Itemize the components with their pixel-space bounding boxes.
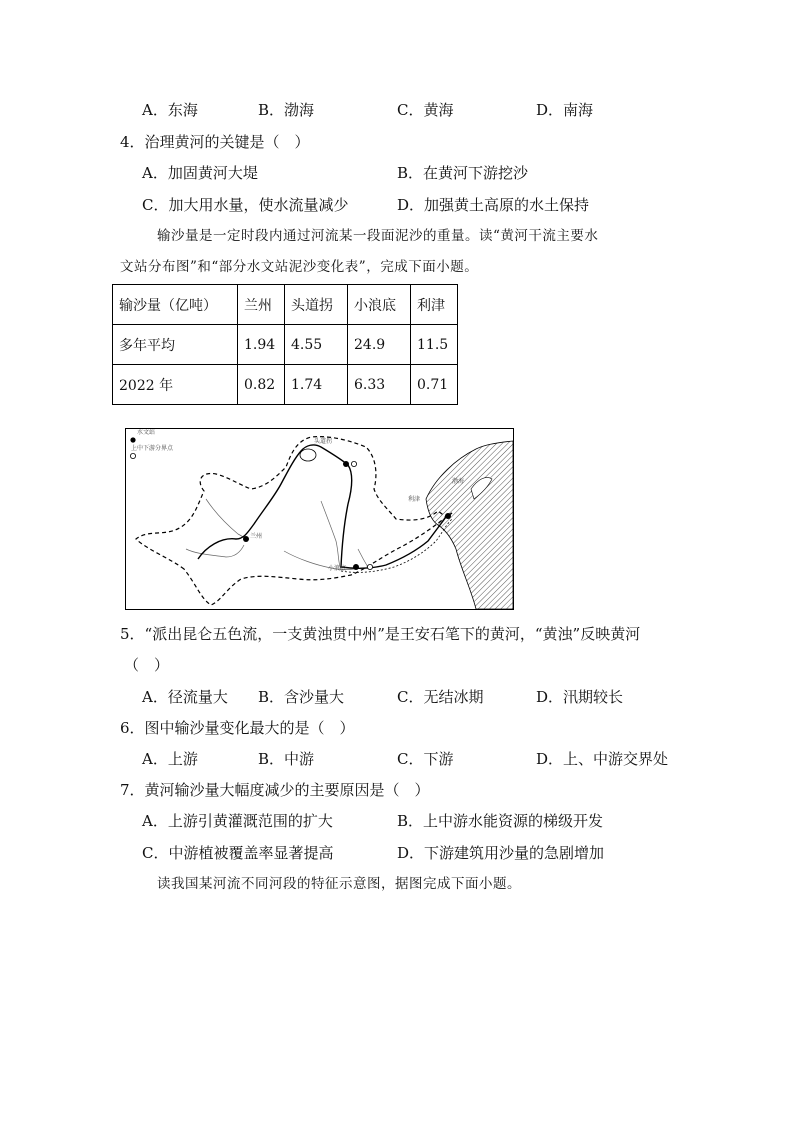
loop-lake bbox=[300, 449, 316, 461]
q5-stem-line-1: 5．“派出昆仑五色流，一支黄浊贯中州”是王安石笔下的黄河，“黄浊”反映黄河 bbox=[120, 625, 641, 643]
legend-station-icon bbox=[130, 437, 135, 442]
q5-stem-line-2: （ ） bbox=[124, 656, 170, 674]
table-header-cell: 兰州 bbox=[238, 285, 285, 325]
table-row bbox=[113, 365, 458, 405]
q7-option-b: B．上中游水能资源的梯级开发 bbox=[397, 812, 604, 830]
q5-option-c: C．无结冰期 bbox=[397, 688, 484, 706]
q6-option-c: C．下游 bbox=[397, 750, 454, 768]
table-row bbox=[113, 325, 458, 365]
table-header-row bbox=[113, 285, 458, 325]
table-cell: 6.33 bbox=[348, 365, 411, 405]
basin-boundary bbox=[136, 437, 446, 605]
tributary-2 bbox=[186, 545, 244, 557]
legend-boundary-icon bbox=[130, 453, 135, 458]
table-cell: 1.74 bbox=[285, 365, 348, 405]
table-header-cell: 小浪底 bbox=[348, 285, 411, 325]
q6-stem: 6．图中输沙量变化最大的是（ ） bbox=[120, 719, 355, 737]
q7-option-a: A．上游引黄灌溉范围的扩大 bbox=[142, 812, 333, 830]
upper-middle-boundary-point bbox=[351, 461, 356, 466]
q6-option-a: A．上游 bbox=[142, 750, 198, 768]
q3-option-a: A．东海 bbox=[142, 101, 198, 119]
lijin-station-dot bbox=[445, 513, 451, 519]
yellow-river-map bbox=[125, 428, 514, 610]
tributary-3 bbox=[321, 501, 341, 569]
table-cell: 1.94 bbox=[238, 325, 285, 365]
legend-station-label: 水文站 bbox=[137, 429, 156, 436]
table-header-cell: 头道拐 bbox=[285, 285, 348, 325]
bohai-sea-area bbox=[426, 441, 513, 609]
table-cell: 11.5 bbox=[411, 325, 458, 365]
q3-option-b: B．渤海 bbox=[258, 101, 315, 119]
table-cell: 0.71 bbox=[411, 365, 458, 405]
lanzhou-station-dot bbox=[243, 536, 249, 542]
toudaoguai-label: 头道拐 bbox=[314, 438, 333, 445]
lower-river-dyke bbox=[341, 519, 452, 572]
q4-option-b: B．在黄河下游挖沙 bbox=[397, 164, 529, 182]
q5-option-d: D．汛期较长 bbox=[536, 688, 624, 706]
q7-stem: 7．黄河输沙量大幅度减少的主要原因是（ ） bbox=[120, 781, 430, 799]
table-header-cell: 利津 bbox=[411, 285, 458, 325]
table-cell: 0.82 bbox=[238, 365, 285, 405]
table-cell: 24.9 bbox=[348, 325, 411, 365]
map-drawing bbox=[126, 429, 513, 609]
table-cell: 2022 年 bbox=[113, 365, 238, 405]
q4-stem: 4．治理黄河的关键是（ ） bbox=[120, 133, 310, 151]
table-cell: 多年平均 bbox=[113, 325, 238, 365]
sediment-table bbox=[112, 284, 458, 405]
intro-paragraph-line-1: 输沙量是一定时段内通过河流某一段面泥沙的重量。读“黄河干流主要水 bbox=[157, 228, 599, 244]
table-header-cell: 输沙量（亿吨） bbox=[113, 285, 238, 325]
q7-option-c: C．中游植被覆盖率显著提高 bbox=[142, 844, 334, 862]
bohai-label: 渤海 bbox=[452, 478, 465, 485]
q6-option-d: D．上、中游交界处 bbox=[536, 750, 669, 768]
q4-option-d: D．加强黄土高原的水土保持 bbox=[397, 196, 590, 214]
q6-option-b: B．中游 bbox=[258, 750, 315, 768]
q3-option-d: D．南海 bbox=[536, 101, 594, 119]
intro-paragraph-2: 读我国某河流不同河段的特征示意图，据图完成下面小题。 bbox=[157, 876, 521, 892]
q4-option-a: A．加固黄河大堤 bbox=[142, 164, 258, 182]
legend-boundary-label: 上中下游分界点 bbox=[131, 445, 174, 452]
q5-option-a: A．径流量大 bbox=[142, 688, 228, 706]
tributary-1 bbox=[206, 499, 248, 541]
xiaolangdi-label: 小浪底 bbox=[328, 565, 347, 572]
q4-option-c: C．加大用水量，使水流量减少 bbox=[142, 196, 349, 214]
intro-paragraph-line-2: 文站分布图”和“部分水文站泥沙变化表”，完成下面小题。 bbox=[120, 259, 479, 275]
xiaolangdi-station-dot bbox=[353, 564, 359, 570]
lanzhou-label: 兰州 bbox=[250, 533, 263, 540]
q7-option-d: D．下游建筑用沙量的急剧增加 bbox=[397, 844, 605, 862]
toudaoguai-station-dot bbox=[343, 461, 349, 467]
middle-lower-boundary-point bbox=[367, 564, 372, 569]
q3-option-c: C．黄海 bbox=[397, 101, 454, 119]
table-cell: 4.55 bbox=[285, 325, 348, 365]
q5-option-b: B．含沙量大 bbox=[258, 688, 345, 706]
lijin-label: 利津 bbox=[408, 496, 421, 503]
yellow-river-main-course bbox=[198, 445, 452, 568]
